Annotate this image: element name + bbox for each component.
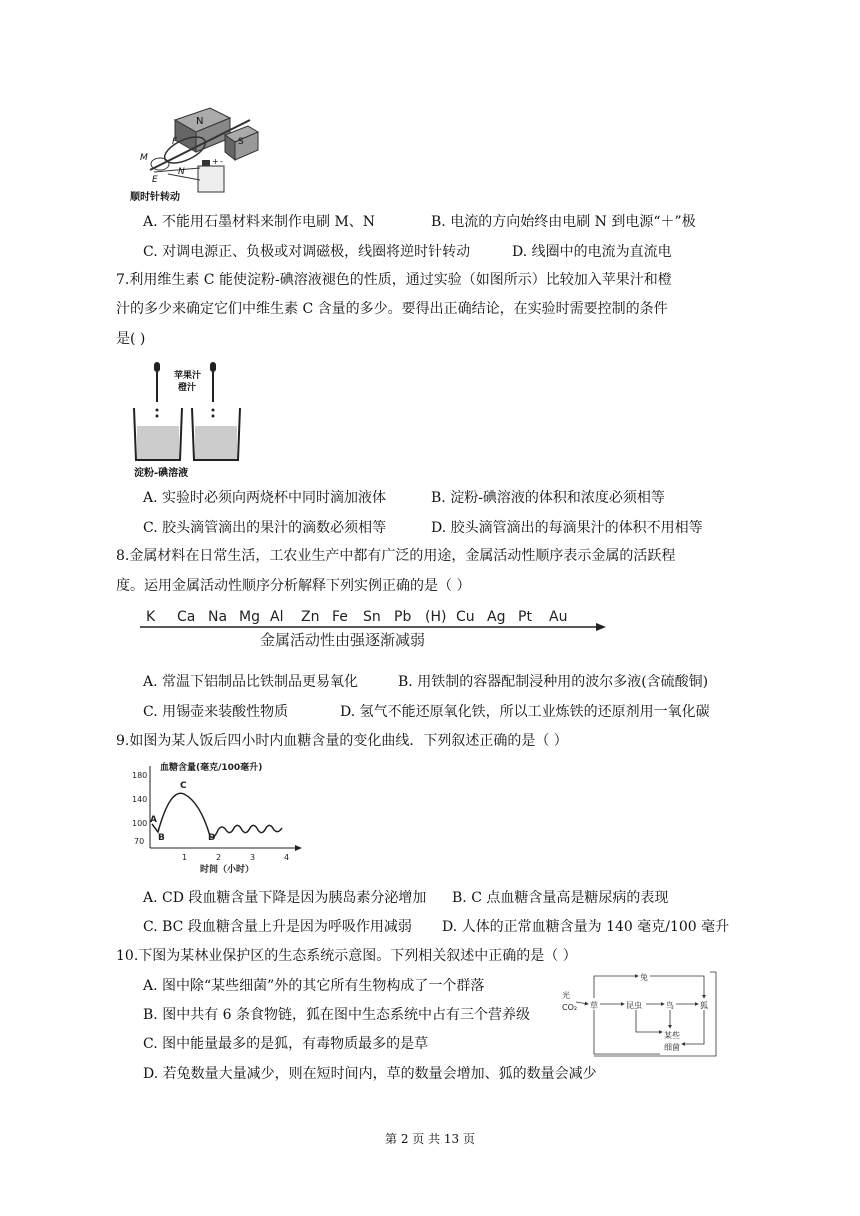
battery-plus-label: + (212, 157, 219, 166)
rabbit-node: 兔 (640, 973, 648, 982)
solution-label: 淀粉-碘溶液 (134, 468, 189, 479)
q9-option-d: D. 人体的正常血糖含量为 140 毫克/100 毫升 (442, 919, 730, 935)
q10-option-a: A. 图中除“某些细菌”外的其它所有生物构成了一个群落 (143, 978, 485, 994)
beaker-figure (130, 358, 250, 480)
metal-5: Zn (301, 609, 320, 625)
q9-option-c: C. BC 段血糖含量上升是因为呼吸作用减弱 (143, 919, 412, 935)
orange-juice-label: 橙汁 (178, 383, 197, 393)
point-c: C (180, 781, 187, 791)
metal-activity-series (140, 603, 610, 653)
grass-node: 草 (590, 1001, 598, 1010)
point-d: D (208, 833, 216, 843)
q7-option-d: D. 胶头滴管滴出的每滴果汁的体积不用相等 (431, 520, 703, 536)
ytick-100: 100 (132, 819, 148, 828)
q8-option-c: C. 用锡壶来装酸性物质 (143, 704, 289, 720)
q10-option-d: D. 若兔数量大量减少，则在短时间内，草的数量会增加、狐的数量会减少 (143, 1066, 597, 1082)
metal-10: Cu (456, 609, 475, 625)
q9-option-a: A. CD 段血糖含量下降是因为胰岛素分泌增加 (143, 890, 427, 906)
motor-caption: 顺时针转动 (130, 192, 180, 203)
metal-1: Ca (177, 609, 196, 625)
q6-option-b: B. 电流的方向始终由电刷 N 到电源“＋”极 (431, 214, 696, 230)
metal-0: K (146, 609, 156, 625)
point-b: B (158, 833, 165, 843)
point-e-label: E (152, 175, 158, 185)
brush-n-label: N (178, 167, 185, 177)
q6-option-c: C. 对调电源正、负极或对调磁极，线圈将逆时针转动 (143, 244, 471, 260)
q9-line: 9.如图为某人饭后四小时内血糖含量的变化曲线．下列叙述正确的是（ ） (116, 733, 568, 749)
q8-option-b: B. 用铁制的容器配制浸种用的波尔多液(含硫酸铜) (398, 674, 709, 690)
activity-arrow-label: 金属活动性由强逐渐减弱 (260, 631, 426, 649)
chart-xlabel: 时间（小时） (200, 865, 255, 875)
xtick-3: 3 (250, 853, 256, 862)
q6-option-d: D. 线圈中的电流为直流电 (512, 244, 672, 260)
ytick-180: 180 (132, 771, 148, 780)
insect-node: 昆虫 (626, 1001, 642, 1010)
metal-12: Pt (518, 609, 532, 625)
chart-ylabel: 血糖含量(毫克/100毫升) (160, 763, 263, 773)
metal-4: Al (270, 609, 284, 625)
q8-option-d: D. 氢气不能还原氧化铁，所以工业炼铁的还原剂用一氧化碳 (340, 704, 710, 720)
q6-option-a: A. 不能用石墨材料来制作电刷 M、N (143, 214, 376, 230)
brush-m-label: M (140, 153, 148, 163)
q10-option-b: B. 图中共有 6 条食物链，狐在图中生态系统中占有三个营养级 (143, 1007, 530, 1023)
q9-option-b: B. C 点血糖含量高是糖尿病的表现 (452, 890, 669, 906)
fox-node: 狐 (700, 1001, 708, 1010)
q7-line-3: 是( ) (116, 331, 146, 347)
metal-2: Na (208, 609, 228, 625)
xtick-2: 2 (216, 853, 222, 862)
q8-line-1: 8.金属材料在日常生活，工农业生产中都有广泛的用途，金属活动性顺序表示金属的活跃程 (116, 548, 676, 564)
metal-8: Pb (394, 609, 412, 625)
metal-7: Sn (363, 609, 381, 625)
q7-option-c: C. 胶头滴管滴出的果汁的滴数必须相等 (143, 520, 387, 536)
blood-sugar-chart (130, 758, 320, 876)
metal-11: Ag (487, 609, 506, 625)
metal-6: Fe (332, 609, 348, 625)
ytick-140: 140 (132, 795, 148, 804)
q10-line: 10.下图为某林业保护区的生态系统示意图。下列相关叙述中正确的是（ ） (116, 948, 577, 964)
point-a: A (150, 815, 157, 825)
q7-line-1: 7.利用维生素 C 能使淀粉-碘溶液褪色的性质，通过实验（如图所示）比较加入苹果汁和橙 (116, 272, 672, 288)
bacteria-node-line2: 细菌 (664, 1043, 680, 1052)
xtick-4: 4 (284, 853, 290, 862)
ecosystem-diagram (560, 968, 720, 1058)
light-label: 光 (562, 991, 570, 1000)
ytick-70: 70 (134, 837, 145, 846)
page-footer: 第 2 页 共 13 页 (385, 1132, 475, 1146)
metal-3: Mg (239, 609, 260, 625)
xtick-1: 1 (182, 853, 188, 862)
q8-line-2: 度。运用金属活动性顺序分析解释下列实例正确的是（ ） (116, 578, 471, 594)
q10-option-c: C. 图中能量最多的是狐，有毒物质最多的是草 (143, 1036, 429, 1052)
bacteria-node-line1: 某些 (664, 1031, 680, 1040)
metal-13: Au (549, 609, 568, 625)
metal-9: (H) (425, 609, 447, 625)
q8-option-a: A. 常温下铝制品比铁制品更易氧化 (143, 674, 359, 690)
magnet-s-label: S (238, 137, 244, 147)
q7-option-b: B. 淀粉-碘溶液的体积和浓度必须相等 (431, 490, 665, 506)
magnet-n-label: N (196, 116, 204, 127)
co2-label: CO₂ (562, 1003, 578, 1012)
motor-figure (130, 100, 260, 200)
q7-option-a: A. 实验时必须向两烧杯中同时滴加液体 (143, 490, 387, 506)
bird-node: 鸟 (666, 1001, 674, 1010)
point-f-label: F (172, 137, 178, 147)
apple-juice-label: 苹果汁 (174, 371, 202, 381)
q7-line-2: 汁的多少来确定它们中维生素 C 含量的多少。要得出正确结论，在实验时需要控制的条件 (116, 301, 668, 317)
battery-minus-label: - (220, 157, 223, 166)
